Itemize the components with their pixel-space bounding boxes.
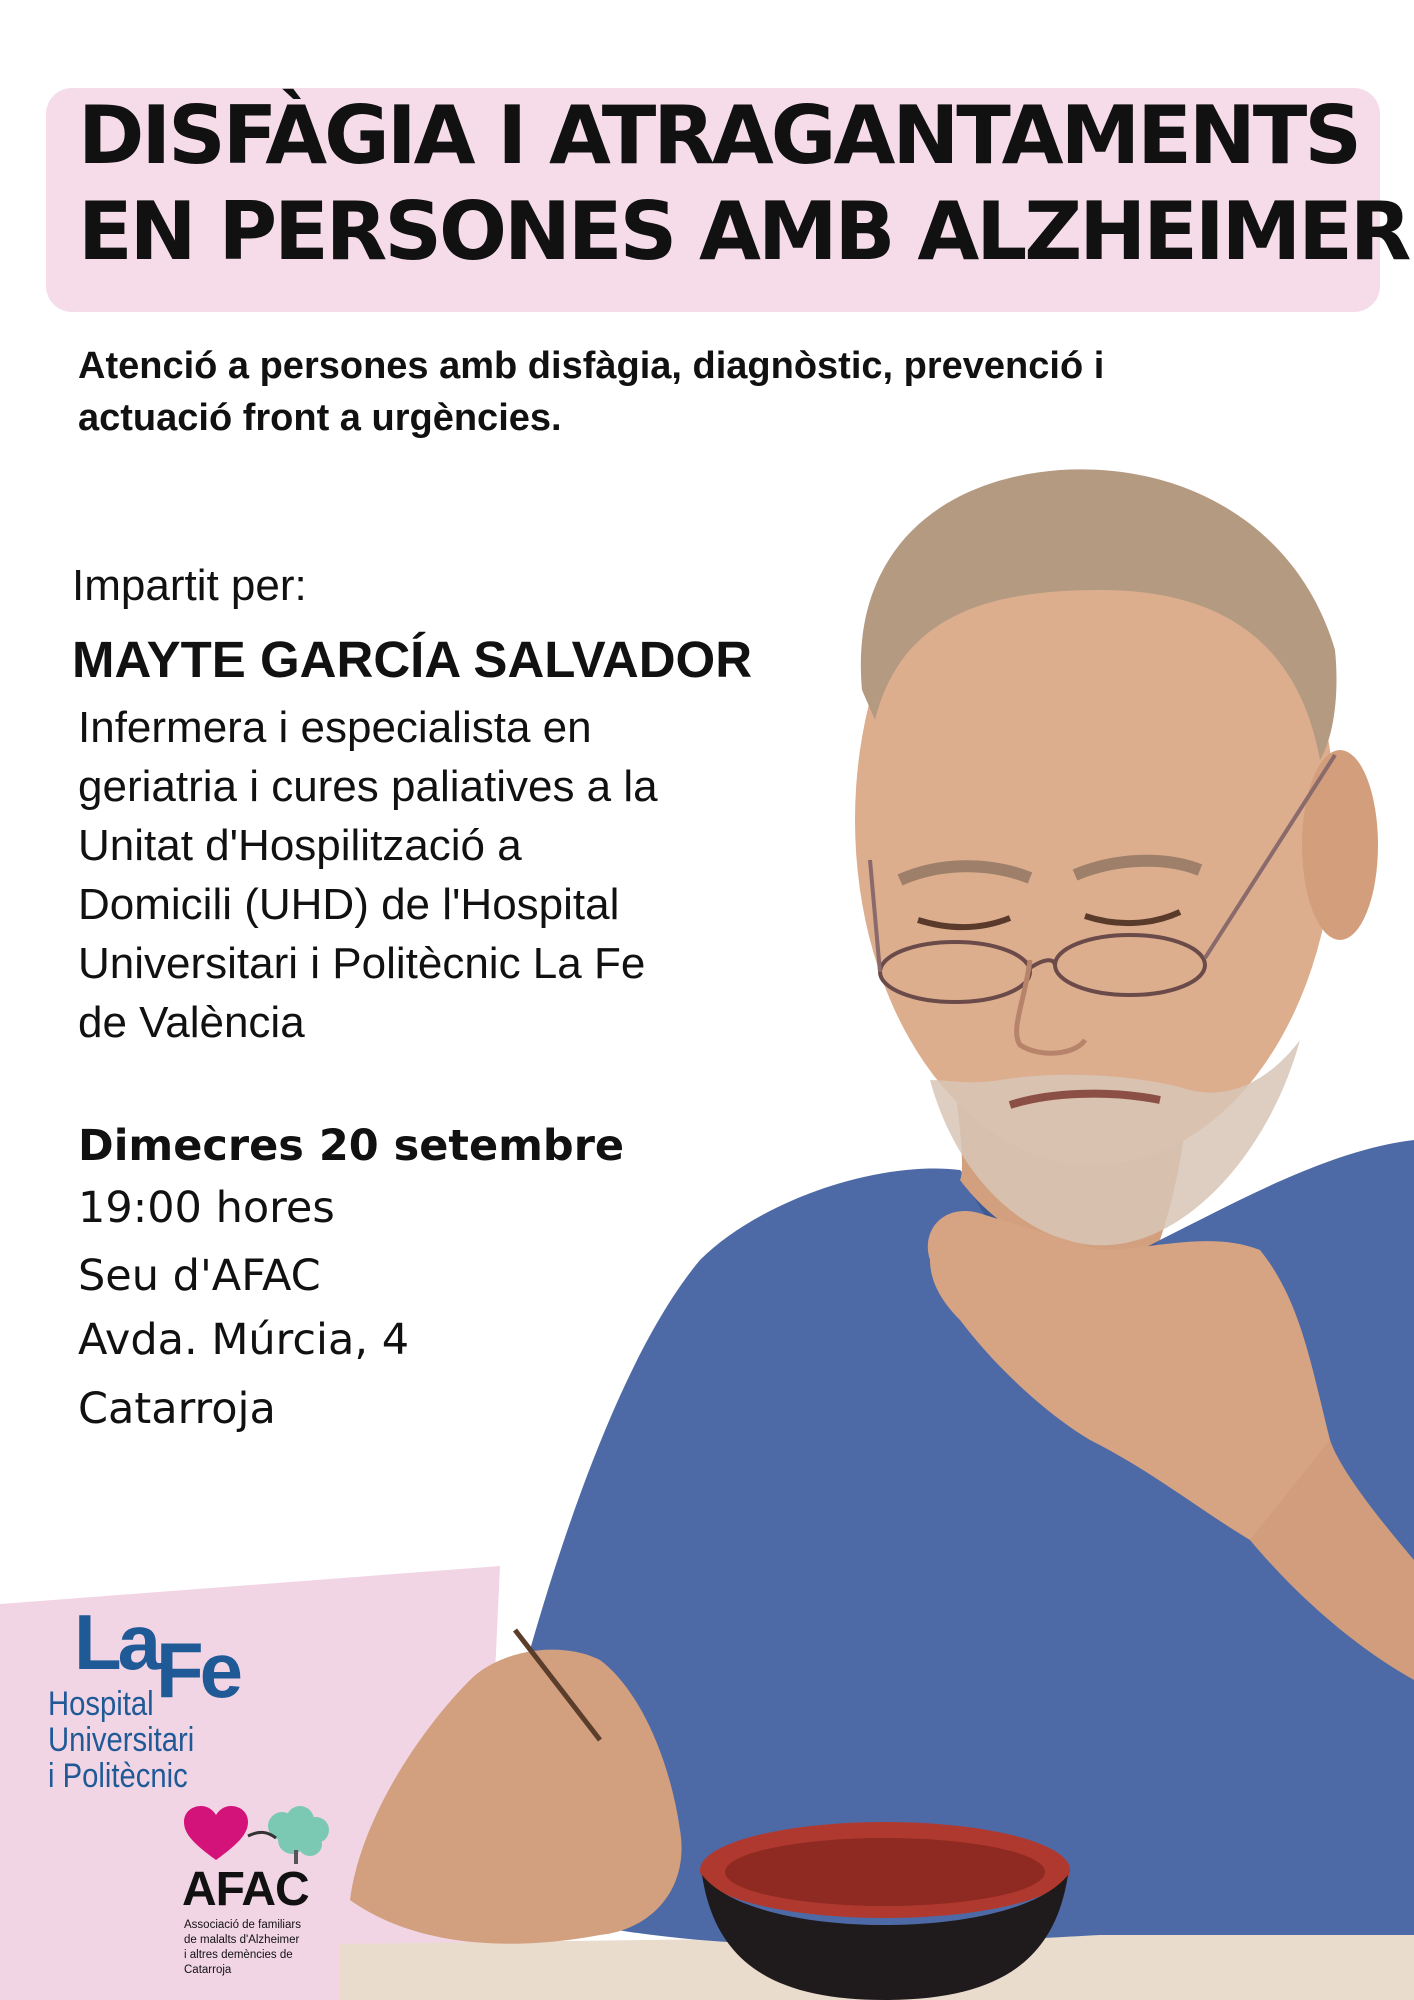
afac-desc-line: de malalts d'Alzheimer <box>184 1934 300 1946</box>
title-banner <box>46 88 1409 312</box>
ear <box>1302 750 1378 940</box>
speaker-role-line: geriatria i cures paliatives a la <box>78 762 658 811</box>
speaker-role-line: Universitari i Politècnic La Fe <box>78 939 646 988</box>
lafe-logo-line: Universitari <box>48 1721 195 1759</box>
afac-logo <box>182 1806 342 1996</box>
afac-desc-line: Catarroja <box>184 1964 232 1976</box>
event-city: Catarroja <box>78 1384 276 1434</box>
subtitle: Atenció a persones amb disfàgia, diagnòstic, prevenció i actuació front a urgències. <box>78 345 1105 439</box>
speaker-role-line: Unitat d'Hospilització a <box>78 821 522 870</box>
brain-icon <box>248 1806 329 1864</box>
speaker-role <box>78 698 778 1052</box>
lafe-logo-la: La <box>74 1598 158 1686</box>
afac-desc-line: Associació de familiars <box>184 1919 301 1931</box>
heart-icon <box>184 1806 248 1860</box>
speaker-role-line: Infermera i especialista en <box>78 703 592 752</box>
lafe-hospital-logo <box>48 1598 278 1802</box>
lafe-logo-line: i Politècnic <box>48 1757 188 1795</box>
title-line-1: DISFÀGIA I ATRAGANTAMENTS <box>78 89 1359 182</box>
afac-desc-line: i altres demències de <box>184 1949 293 1961</box>
lafe-logo-fe: Fe <box>156 1626 240 1714</box>
speaker-role-line: Domicili (UHD) de l'Hospital <box>78 880 620 929</box>
lafe-logo-line: Hospital <box>48 1685 154 1723</box>
afac-logo-name: AFAC <box>182 1863 309 1916</box>
speaker-role-line: de València <box>78 998 305 1047</box>
speaker-name: MAYTE GARCÍA SALVADOR <box>72 631 753 688</box>
event-time: 19:00 hores <box>78 1183 335 1233</box>
event-address: Avda. Múrcia, 4 <box>78 1315 410 1365</box>
event-date: Dimecres 20 setembre <box>78 1121 625 1171</box>
title-line-2: EN PERSONES AMB ALZHEIMER <box>78 185 1409 278</box>
event-venue: Seu d'AFAC <box>78 1251 321 1301</box>
afac-logo-description <box>184 1918 342 1978</box>
speaker-label: Impartit per: <box>72 561 307 610</box>
